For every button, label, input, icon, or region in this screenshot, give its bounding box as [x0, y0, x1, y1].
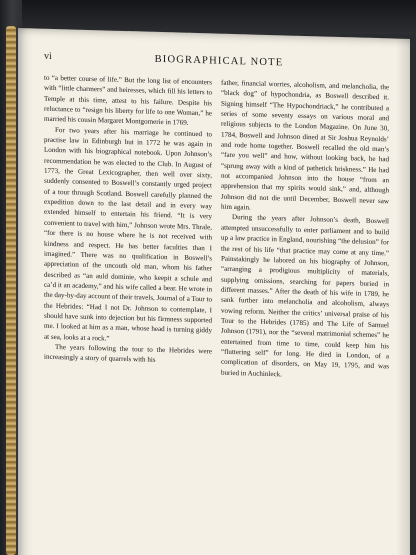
right-column	[221, 78, 389, 383]
book-page	[18, 28, 410, 555]
paragraph: During the years after Johnson’s death, Boswell attempted unsuccessfully to enter parliament and to build up a law practice in England, nourishing “the delusion” for the rest of his life “that practice may come at any time.” Painstakingly he labored on his biography of Johnson, “arranging a prodigious multiplicity of materials, supplying omissions, searching for papers buried in different masses.” After the death of his wife in 1789, he sank further into melancholia and alcoholism, always vowing reform. Neither the critics’ universal praise of his Tour to the Hebrides (1785) and The Life of Samuel Johnson (1791), nor the “several matrimonial schemes” he entertained from time to time, could keep him his “fluttering self” for long. He died in London, of a complication of disorders, on May 19, 1795, and was buried in Auchinleck.	[221, 213, 389, 378]
page-shadow	[396, 39, 410, 555]
paragraph: father, financial worries, alcoholism, and melancholia, the “black dog” of hypochondria, as Boswell described it. Signing himself “The Hypochondriack,” he contributed a series of some seventy essays on various moral and religious subjects to the London Magazine. On June 30, 1784, Boswell and Johnson dined at Sir Joshua Reynolds’ and rode home together. Boswell recalled the old man’s “fare you well” and how, without looking back, he had “sprung away with a kind of pathetick briskness.” He had not accompanied Johnson into the house “from an apprehension that my spirits would sink,” and, although Johnson did not die until December, Boswell never saw him again.	[221, 78, 389, 212]
page-number: vi	[44, 50, 52, 62]
page-header	[44, 51, 394, 75]
left-column	[44, 73, 212, 367]
paragraph: The years following the tour to the Hebrides were increasingly a story of quarrels with his	[44, 342, 212, 365]
page-edge-gilt	[6, 26, 16, 555]
running-head: BIOGRAPHICAL NOTE	[154, 53, 284, 69]
paragraph: to “a better course of life.” But the long list of encounters with “little charmers” and heiresses, which fill his letters to Temple at this time, attest to his failure. Despite his reluctance to “resign his liberty for life to one Woman,” he married his cousin Margaret Montgomerie in 1769.	[44, 73, 212, 128]
paragraph: For two years after his marriage he continued to practise law in Edinburgh but in 1772 he was again in London with his biographical notebook. Upon Johnson’s recommendation he was elected to the Club. In August of 1773, the Great Lexicographer, then well over sixty, suddenly consented to Boswell’s constantly urged project of a tour through Scotland. Boswell carefully planned the expedition down to the last detail and in every way extended himself to entertain his friend. “It is very convenient to travel with him,” Johnson wrote Mrs. Thrale, “for there is no house where he is not received with kindness and respect. He has better faculties than I imagined.” There was no qualification in Boswell’s appreciation of the uncouth old man, whom his father described as “an auld dominie, who keepit a schule and ca’d it an academy,” and his wife called a bear. He wrote in the day-by-day account of their travels, Journal of a Tour to the Hebrides: “Had I not Dr. Johnson to contemplate, I should have sunk into dejection but his firmness supported me. I looked at him as a man, whose head is turning giddy at sea, looks at a rock.”	[44, 125, 212, 343]
